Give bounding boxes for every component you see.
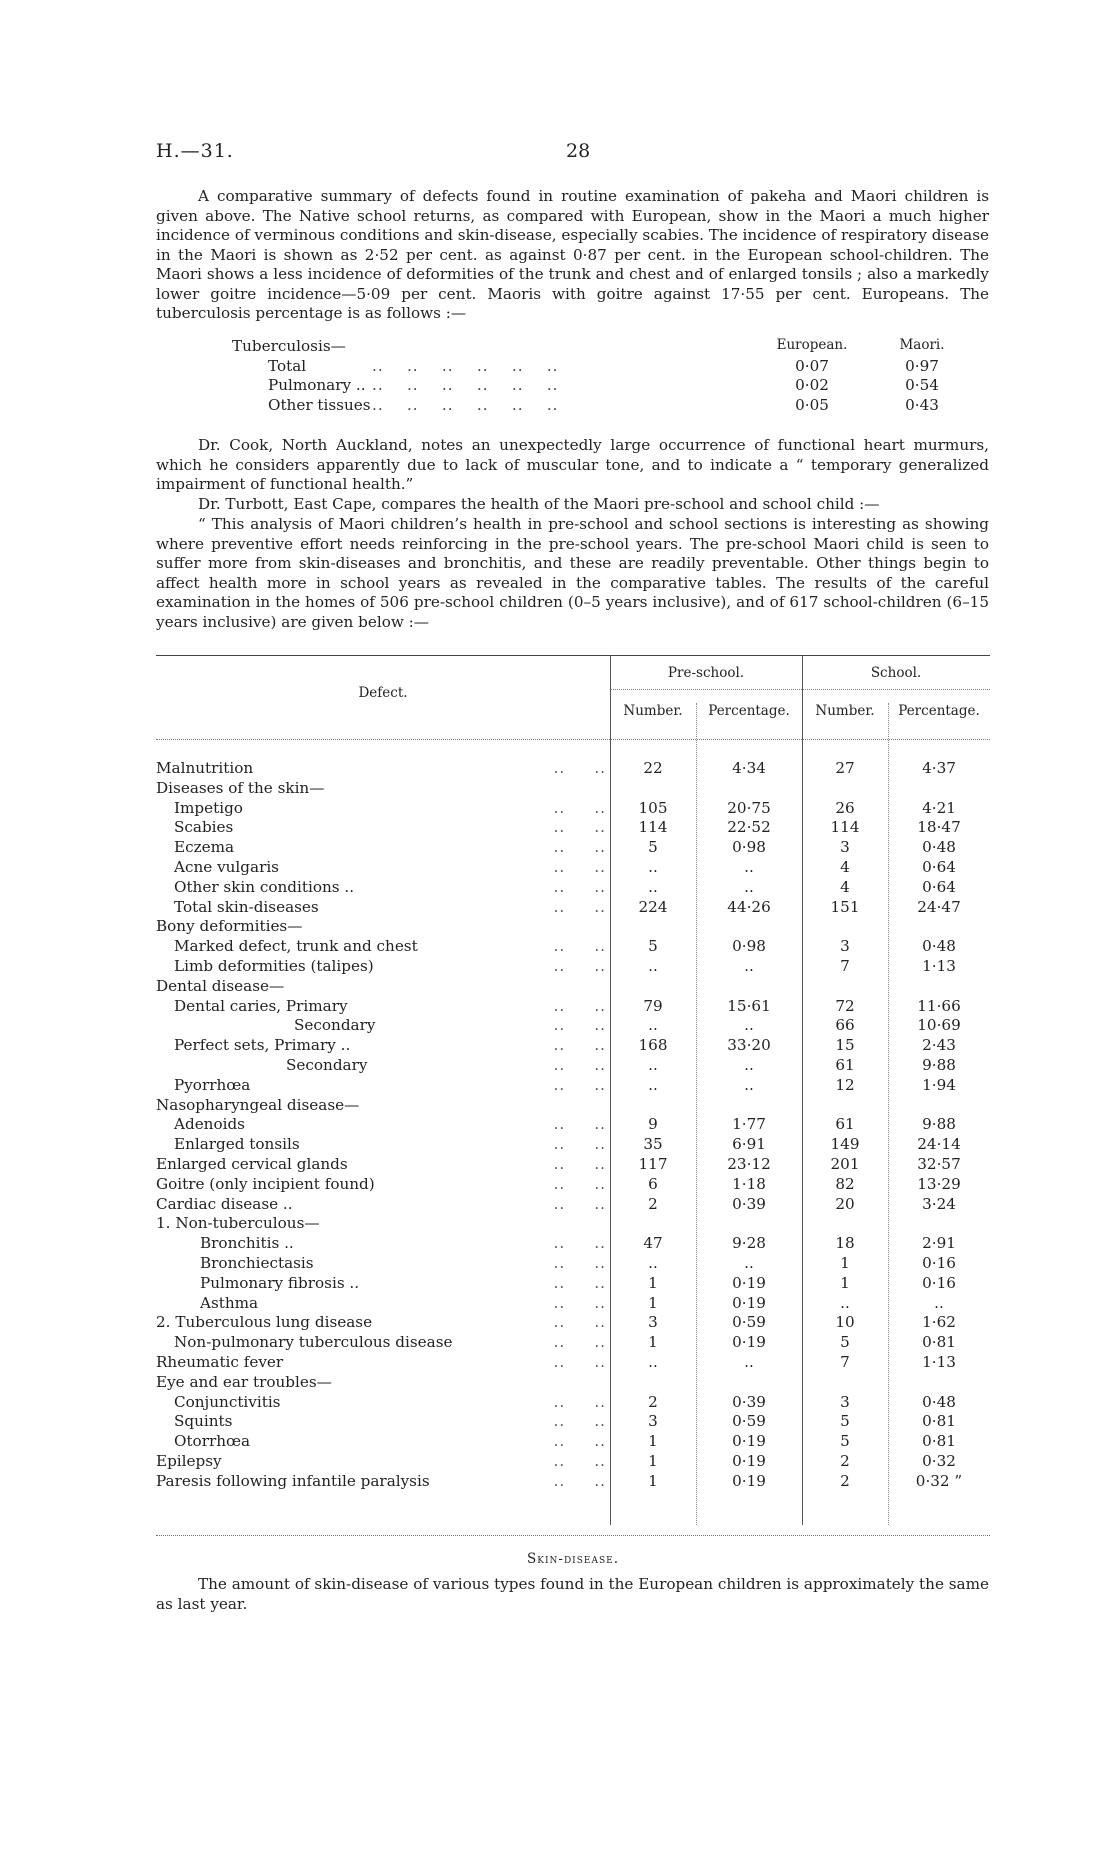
group-preschool-header: Pre-school. [667,665,745,681]
cell-school-percentage: 0·16 [922,1273,956,1292]
cell-preschool-number: 79 [643,996,663,1015]
table-row [156,898,990,918]
leader-dots: .. .. [553,1194,606,1213]
row-label: Enlarged tonsils [174,1135,300,1154]
section-heading-text: Skin-disease. [527,1551,619,1567]
table-row [156,1096,990,1116]
row-label: Asthma [200,1293,259,1312]
cell-preschool-number: 22 [643,759,663,777]
paragraph-dr-cook: Dr. Cook, North Auckland, notes an unexpectedly large occurrence of functional heart murmurs, which he considers apparently due to lack of muscular tone, and to indicate a “ temporary generalized impairment of functional health.” [156,436,989,493]
cell-school-percentage: 0·64 [922,877,956,896]
table-row [156,759,990,779]
cell-school-number: 61 [835,1115,855,1134]
row-label: Nasopharyngeal disease— [156,1095,360,1114]
cell-school-percentage: 13·29 [917,1174,961,1193]
cell-school-percentage: 0·32 ” [915,1471,963,1490]
cell-preschool-percentage: 0·19 [732,1293,766,1312]
cell-school-number: 2 [840,1471,850,1490]
cell-preschool-percentage: 0·19 [732,1273,766,1292]
cell-preschool-percentage: .. [744,1253,754,1272]
tb-row-label: Other tissues [268,395,371,414]
col-school-number: Number. [815,703,875,719]
tb-heading: Tuberculosis— [232,337,346,355]
header-bottom-rule [156,739,990,740]
table-row [156,1036,990,1056]
cell-preschool-percentage: 15·61 [727,996,771,1015]
cell-preschool-number: 2 [648,1392,658,1411]
cell-school-percentage: 1·94 [922,1075,956,1094]
table-row [156,917,990,937]
paragraph-comparative-summary: A comparative summary of defects found in routine examination of pakeha and Maori children is given above. The Native school returns, as compared with European, show in the Maori a much higher incidence of verminous conditions and skin-disease, especially scabies. The incidence of respiratory disease in the Maori is shown as 2·52 per cent. as against 0·87 per cent. in the European school-children. The Maori shows a less incidence of deformities of the trunk and chest and of enlarged tonsils ; also a markedly lower goitre incidence—5·09 per cent. Maoris with goitre against 17·55 per cent. Europeans. The tuberculosis percentage is as follows :— [156,187,989,322]
cell-school-percentage: 0·81 [922,1412,956,1431]
cell-preschool-number: .. [648,1253,658,1272]
row-label: Scabies [174,818,234,837]
leader-dots: .. .. [553,798,606,817]
row-label: Rheumatic fever [156,1352,284,1371]
cell-preschool-percentage: .. [744,857,754,876]
cell-school-number: 5 [840,1432,850,1451]
leader-dots: .. .. [553,818,606,837]
table-row [156,1254,990,1274]
cell-school-percentage: 0·32 [922,1451,956,1470]
cell-preschool-percentage: 0·59 [732,1313,766,1332]
cell-school-number: 2 [840,1451,850,1470]
cell-school-number: 10 [835,1313,855,1332]
tb-european-value: 0·07 [795,356,829,375]
leader-dots: .. .. [553,1253,606,1272]
cell-school-percentage: 0·16 [922,1253,956,1272]
cell-school-percentage: 2·43 [922,1036,956,1055]
cell-school-number: 149 [830,1135,860,1154]
cell-preschool-percentage: 0·19 [732,1451,766,1470]
row-label: Eye and ear troubles— [156,1372,332,1391]
cell-school-percentage: 0·48 [922,838,956,857]
tb-col-european: European. [776,337,848,353]
row-label: Secondary [294,1016,376,1035]
cell-school-percentage: 0·81 [922,1432,956,1451]
table-row [156,1294,990,1314]
tb-european-value: 0·02 [795,376,829,394]
leader-dots: .. .. [553,759,606,777]
leader-dots: .. .. [553,1412,606,1431]
table-row [156,1155,990,1175]
leader-dots: .. .. [553,1451,606,1470]
table-row [156,1353,990,1373]
leader-dots: .. .. [553,1392,606,1411]
row-label: 2. Tuberculous lung disease [156,1313,373,1332]
table-body [156,759,990,1491]
cell-school-percentage: 9·88 [922,1115,956,1134]
leader-dots: .. .. [553,1293,606,1312]
cell-preschool-percentage: 0·19 [732,1471,766,1490]
paragraph-dr-turbott: Dr. Turbott, East Cape, compares the health of the Maori pre-school and school child :— [198,495,880,513]
cell-school-number: 61 [835,1055,855,1074]
leader-dots: .. .. .. .. .. .. [372,356,559,375]
table-row [156,977,990,997]
cell-preschool-percentage: .. [744,1352,754,1371]
leader-dots: .. .. [553,1333,606,1352]
table-bottom-rule [156,1535,990,1536]
cell-school-percentage: 4·37 [922,759,956,777]
row-label: Paresis following infantile paralysis [156,1471,430,1490]
leader-dots: .. .. [553,937,606,956]
leader-dots: .. .. [553,1273,606,1292]
cell-preschool-number: 2 [648,1194,658,1213]
row-label: Limb deformities (talipes) [174,956,374,975]
tb-row [232,356,939,377]
cell-preschool-percentage: 6·91 [732,1135,766,1154]
table-row [156,799,990,819]
col-preschool-percentage: Percentage. [708,703,790,719]
row-label: Dental disease— [156,976,285,995]
cell-preschool-percentage: 1·77 [732,1115,766,1134]
cell-school-number: 3 [840,1392,850,1411]
row-label: Acne vulgaris [174,857,279,876]
row-label: Impetigo [174,798,243,817]
cell-preschool-percentage: 0·19 [732,1432,766,1451]
cell-school-number: 201 [830,1154,860,1173]
cell-preschool-number: 5 [648,937,658,956]
cell-school-percentage: 18·47 [917,818,961,837]
cell-school-percentage: 32·57 [917,1154,961,1173]
table-row [156,1056,990,1076]
cell-preschool-percentage: 9·28 [732,1234,766,1253]
leader-dots: .. .. [553,1154,606,1173]
tb-maori-value: 0·43 [905,395,939,414]
table-row [156,838,990,858]
table-row [156,1373,990,1393]
leader-dots: .. .. [553,1313,606,1332]
cell-school-percentage: 24·14 [917,1135,961,1154]
row-label: Total skin-diseases [174,897,319,916]
cell-preschool-number: 35 [643,1135,663,1154]
leader-dots: .. .. [553,1115,606,1134]
row-label: Cardiac disease .. [156,1194,293,1213]
cell-school-percentage: 9·88 [922,1055,956,1074]
row-label: Secondary [286,1055,368,1074]
leader-dots: .. .. [553,1432,606,1451]
cell-school-number: 15 [835,1036,855,1055]
leader-dots: .. .. .. .. .. .. [372,376,559,394]
leader-dots: .. .. .. .. .. .. [372,395,559,414]
table-row [156,1452,990,1472]
cell-preschool-percentage: 33·20 [727,1036,771,1055]
cell-school-percentage: 0·64 [922,857,956,876]
cell-school-percentage: 2·91 [922,1234,956,1253]
table-header [156,655,990,739]
row-label: Otorrhœa [174,1432,251,1451]
cell-school-number: 7 [840,956,850,975]
table-row [156,997,990,1017]
document-reference: H.—31. [156,140,234,162]
row-label: Bony deformities— [156,917,303,936]
cell-school-percentage: 1·13 [922,1352,956,1371]
row-label: Bronchitis .. [200,1234,294,1253]
cell-preschool-percentage: .. [744,1055,754,1074]
table-row [156,1333,990,1353]
row-label: Non-pulmonary tuberculous disease [174,1333,453,1352]
cell-preschool-percentage: 23·12 [727,1154,771,1173]
tb-row-label: Total [268,356,307,375]
cell-school-percentage: 4·21 [922,798,956,817]
cell-school-percentage: 0·48 [922,937,956,956]
cell-school-number: 151 [830,897,860,916]
table-row [156,937,990,957]
cell-preschool-number: 9 [648,1115,658,1134]
row-label: Pyorrhœa [174,1075,251,1094]
leader-dots: .. .. [553,956,606,975]
leader-dots: .. .. [553,857,606,876]
table-row [156,1432,990,1452]
row-label: Marked defect, trunk and chest [174,937,418,956]
table-row [156,1393,990,1413]
header-divider [610,689,990,690]
tb-maori-value: 0·54 [905,376,939,394]
group-school-header: School. [870,665,922,681]
row-label: Pulmonary fibrosis .. [200,1273,360,1292]
cell-preschool-number: 3 [648,1412,658,1431]
cell-preschool-percentage: 0·19 [732,1333,766,1352]
row-label: Conjunctivitis [174,1392,281,1411]
leader-dots: .. .. [553,996,606,1015]
cell-preschool-number: 117 [638,1154,668,1173]
row-label: Malnutrition [156,759,254,777]
cell-preschool-number: .. [648,877,658,896]
cell-school-number: 66 [835,1016,855,1035]
cell-preschool-number: 1 [648,1273,658,1292]
cell-school-percentage: .. [934,1293,944,1312]
table-row [156,1076,990,1096]
cell-school-number: 18 [835,1234,855,1253]
cell-preschool-number: 3 [648,1313,658,1332]
cell-school-number: 4 [840,857,850,876]
cell-preschool-percentage: 0·39 [732,1392,766,1411]
cell-preschool-percentage: .. [744,956,754,975]
cell-preschool-number: 1 [648,1432,658,1451]
table-row [156,1195,990,1215]
cell-school-percentage: 24·47 [917,897,961,916]
cell-school-number: 82 [835,1174,855,1193]
table-row [156,1412,990,1432]
tb-european-value: 0·05 [795,395,829,414]
cell-preschool-percentage: .. [744,877,754,896]
cell-preschool-percentage: 22·52 [727,818,771,837]
cell-preschool-percentage: 0·39 [732,1194,766,1213]
table-row [156,1175,990,1195]
col-preschool-number: Number. [623,703,683,719]
leader-dots: .. .. [553,897,606,916]
table-row [156,1214,990,1234]
paragraph-analysis-quote: “ This analysis of Maori children’s health in pre-school and school sections is interesting as showing where preventive effort needs reinforcing in the pre-school years. The pre-school Maori child is seen to suffer more from skin-diseases and bronchitis, and these are readily preventable. Other things begin to affect health more in school years as revealed in the comparative tables. The results of the careful examination in the homes of 506 pre-school children (0–5 years inclusive), and of 617 school-children (6–15 years inclusive) are given below :— [156,515,989,631]
cell-school-number: .. [840,1293,850,1312]
cell-school-percentage: 0·48 [922,1392,956,1411]
cell-preschool-percentage: .. [744,1016,754,1035]
cell-preschool-percentage: 44·26 [727,897,771,916]
cell-preschool-number: 224 [638,897,668,916]
table-row [156,818,990,838]
table-row [156,957,990,977]
table-row [156,1234,990,1254]
cell-preschool-percentage: 4·34 [732,759,766,777]
cell-preschool-number: 6 [648,1174,658,1193]
col-defect-header: Defect. [358,685,408,701]
row-label: Goitre (only incipient found) [156,1174,375,1193]
cell-school-number: 3 [840,838,850,857]
leader-dots: .. .. [553,1174,606,1193]
table-row [156,858,990,878]
leader-dots: .. .. [553,1075,606,1094]
cell-school-number: 7 [840,1352,850,1371]
cell-preschool-number: 168 [638,1036,668,1055]
cell-preschool-percentage: 20·75 [727,798,771,817]
cell-school-percentage: 1·62 [922,1313,956,1332]
row-label: 1. Non-tuberculous— [156,1214,320,1233]
leader-dots: .. .. [553,1135,606,1154]
table-row [156,1016,990,1036]
leader-dots: .. .. [553,1471,606,1490]
cell-school-percentage: 10·69 [917,1016,961,1035]
cell-school-number: 26 [835,798,855,817]
leader-dots: .. .. [553,1234,606,1253]
row-label: Epilepsy [156,1451,222,1470]
row-label: Squints [174,1412,233,1431]
page-number: 28 [566,140,591,162]
cell-school-number: 114 [830,818,860,837]
cell-school-number: 72 [835,996,855,1015]
cell-preschool-number: 5 [648,838,658,857]
table-row [156,1472,990,1492]
leader-dots: .. .. [553,1016,606,1035]
cell-preschool-number: 1 [648,1333,658,1352]
paragraph-skin-disease: The amount of skin-disease of various types found in the European children is approximately the same as last year. [156,1575,989,1613]
leader-dots: .. .. [553,877,606,896]
leader-dots: .. .. [553,838,606,857]
cell-school-number: 3 [840,937,850,956]
cell-preschool-number: .. [648,1016,658,1035]
cell-preschool-number: .. [648,1055,658,1074]
cell-preschool-percentage: 0·59 [732,1412,766,1431]
row-label: Dental caries, Primary [174,996,348,1015]
cell-preschool-number: .. [648,857,658,876]
cell-preschool-number: 1 [648,1471,658,1490]
row-label: Other skin conditions .. [174,877,355,896]
tb-row [232,376,939,396]
cell-school-number: 27 [835,759,855,777]
cell-school-number: 20 [835,1194,855,1213]
section-heading [156,1551,990,1567]
table-row [156,878,990,898]
cell-school-percentage: 3·24 [922,1194,956,1213]
row-label: Adenoids [174,1115,245,1134]
cell-school-number: 4 [840,877,850,896]
cell-preschool-number: 1 [648,1293,658,1312]
cell-preschool-number: 1 [648,1451,658,1470]
leader-dots: .. .. [553,1036,606,1055]
cell-preschool-number: 105 [638,798,668,817]
row-label: Enlarged cervical glands [156,1154,348,1173]
cell-preschool-number: 47 [643,1234,663,1253]
cell-preschool-number: 114 [638,818,668,837]
tb-maori-value: 0·97 [905,356,939,375]
cell-school-number: 1 [840,1273,850,1292]
cell-school-number: 1 [840,1253,850,1272]
row-label: Diseases of the skin— [156,778,325,797]
tuberculosis-table [232,337,945,415]
leader-dots: .. .. [553,1352,606,1371]
col-school-percentage: Percentage. [898,703,980,719]
cell-preschool-number: .. [648,1352,658,1371]
page-header [156,140,996,164]
cell-school-percentage: 11·66 [917,996,961,1015]
cell-preschool-percentage: 0·98 [732,937,766,956]
table-row [156,1274,990,1294]
cell-preschool-number: .. [648,1075,658,1094]
cell-preschool-percentage: 0·98 [732,838,766,857]
cell-school-percentage: 1·13 [922,956,956,975]
tb-col-maori: Maori. [899,337,945,353]
table-row [156,1135,990,1155]
tb-row [232,395,939,416]
tb-row-label: Pulmonary .. [268,376,366,394]
table-row [156,1115,990,1135]
cell-school-percentage: 0·81 [922,1333,956,1352]
cell-school-number: 12 [835,1075,855,1094]
cell-school-number: 5 [840,1333,850,1352]
cell-preschool-percentage: .. [744,1075,754,1094]
table-row [156,1313,990,1333]
table-row [156,779,990,799]
cell-school-number: 5 [840,1412,850,1431]
row-label: Eczema [174,838,235,857]
cell-preschool-percentage: 1·18 [732,1174,766,1193]
row-label: Perfect sets, Primary .. [174,1036,351,1055]
cell-preschool-number: .. [648,956,658,975]
row-label: Bronchiectasis [200,1253,314,1272]
leader-dots: .. .. [553,1055,606,1074]
